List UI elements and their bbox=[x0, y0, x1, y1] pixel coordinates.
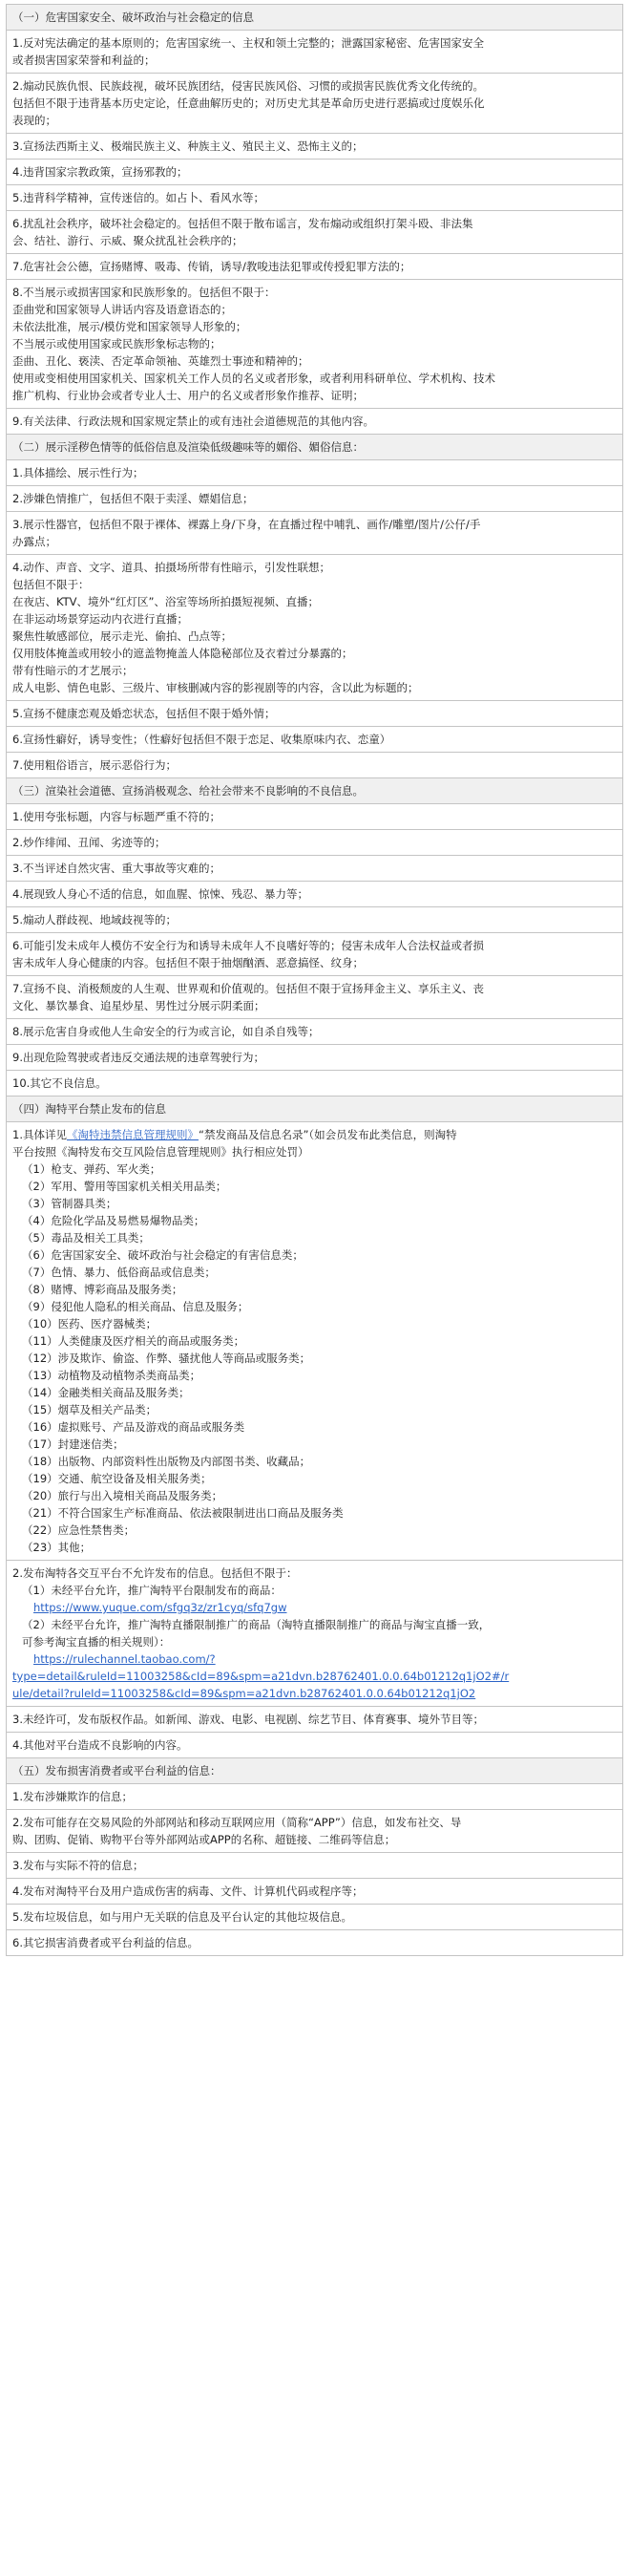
rule-item-text: 2.发布淘特各交互平台不允许发布的信息。包括但不限于： bbox=[12, 1566, 298, 1580]
rule-item-text: 包括但不限于违背基本历史定论，任意曲解历史的；对历史尤其是革命历史进行恶搞或过度娱乐化 bbox=[12, 96, 485, 110]
rule-item-text: 4.动作、声音、文字、道具、拍摄场所带有性暗示，引发性联想； bbox=[12, 561, 330, 574]
prohibited-category: （2）军用、警用等国家机关相关用品类； bbox=[22, 1180, 227, 1193]
rule-item-text: 2.炒作绯闻、丑闻、劣迹等的； bbox=[12, 836, 166, 849]
rule-item-text: 7.危害社会公德，宣扬赌博、吸毒、传销，诱导/教唆违法犯罪或传授犯罪方法的； bbox=[12, 260, 411, 273]
section-heading bbox=[7, 1757, 622, 1783]
rule-item-text: 8.不当展示或损害国家和民族形象的。包括但不限于： bbox=[12, 286, 276, 299]
rule-item-text: （2）未经平台允许，推广淘特直播限制推广的商品（淘特直播限制推广的商品与淘宝直播一致， bbox=[22, 1618, 491, 1631]
rule-item-text: 4.其他对平台造成不良影响的内容。 bbox=[12, 1738, 188, 1752]
rule-item bbox=[7, 752, 622, 777]
rule-item bbox=[7, 932, 622, 975]
section-heading-text: （四）淘特平台禁止发布的信息 bbox=[12, 1102, 166, 1116]
rule-item-text: 2.煽动民族仇恨、民族歧视，破坏民族团结，侵害民族风俗、习惯的或损害民族优秀文化传统的。 bbox=[12, 79, 484, 93]
rule-item-text: 6.宣扬性癖好，诱导变性；（性癖好包括但不限于恋足、收集原味内衣、恋童） bbox=[12, 733, 391, 746]
section-heading bbox=[7, 1096, 622, 1121]
rule-item bbox=[7, 253, 622, 279]
rule-item bbox=[7, 408, 622, 434]
rule-item bbox=[7, 511, 622, 554]
section-heading-text: （一）危害国家安全、破坏政治与社会稳定的信息 bbox=[12, 11, 254, 24]
prohibited-category: （5）毒品及相关工具类； bbox=[22, 1231, 150, 1245]
rule-item-text: 仅用肢体掩盖或用较小的遮盖物掩盖人体隐秘部位及衣着过分暴露的； bbox=[12, 647, 353, 660]
rule-item bbox=[7, 159, 622, 184]
prohibited-category: （10）医药、医疗器械类； bbox=[22, 1317, 157, 1331]
rule-item-rest: “禁发商品及信息名录”（如会员发布此类信息，则淘特 bbox=[198, 1128, 457, 1141]
prohibited-category: （23）其他； bbox=[22, 1541, 92, 1554]
rule-item bbox=[7, 73, 622, 133]
prohibited-category: （17）封建迷信类； bbox=[22, 1437, 124, 1451]
rule-item-text: 3.展示性器官，包括但不限于裸体、裸露上身/下身，在直播过程中哺乳、画作/雕塑/图片/公仔/手 bbox=[12, 518, 481, 531]
rule-item bbox=[7, 881, 622, 906]
rule-item-text: 1.使用夸张标题，内容与标题严重不符的； bbox=[12, 810, 220, 823]
rule-item-prefix: 1.具体详见 bbox=[12, 1128, 67, 1141]
rule-item-text: 9.出现危险驾驶或者违反交通法规的违章驾驶行为； bbox=[12, 1051, 264, 1064]
rule-item-text bbox=[12, 1126, 617, 1143]
rule-item bbox=[7, 803, 622, 829]
rule-item-text: 或者损害国家荣誉和利益的； bbox=[12, 53, 156, 67]
rule-item-text: 聚焦性敏感部位，展示走光、偷拍、凸点等； bbox=[12, 629, 232, 643]
rules-link[interactable]: 《淘特违禁信息管理规则》 bbox=[66, 1128, 199, 1141]
rule-item bbox=[7, 30, 622, 73]
rule-item bbox=[7, 1044, 622, 1070]
rule-item-text: 6.扰乱社会秩序，破坏社会稳定的。包括但不限于散布谣言，发布煽动或组织打架斗殴、非法集 bbox=[12, 217, 473, 230]
prohibited-category: （22）应急性禁售类； bbox=[22, 1523, 136, 1537]
rule-item bbox=[7, 459, 622, 485]
rule-item-text: 6.可能引发未成年人模仿不安全行为和诱导未成年人不良嗜好等的；侵害未成年人合法权益或者损 bbox=[12, 939, 484, 952]
rule-item-text: 办露点； bbox=[12, 535, 56, 548]
rule-item-text: 5.宣扬不健康恋观及婚恋状态，包括但不限于婚外情； bbox=[12, 707, 276, 720]
rule-item bbox=[7, 133, 622, 159]
rule-item bbox=[7, 700, 622, 726]
rulechannel-link[interactable]: type=detail&ruleId=11003258&cId=89&spm=a21dvn.b28762401.0.0.64b01212q1jO2#/r bbox=[12, 1670, 510, 1683]
rule-item-text: 带有性暗示的才艺展示； bbox=[12, 664, 134, 677]
rule-item-text: 4.违背国家宗教政策，宣扬邪教的； bbox=[12, 165, 188, 179]
rule-item bbox=[7, 1070, 622, 1096]
prohibited-category: （16）虚拟账号、产品及游戏的商品或服务类 bbox=[22, 1420, 245, 1434]
rule-item bbox=[7, 1852, 622, 1878]
rulechannel-link[interactable]: ule/detail?ruleId=11003258&cId=89&spm=a21dvn.b28762401.0.0.64b01212q1jO2 bbox=[12, 1687, 476, 1700]
prohibited-category: （14）金融类相关商品及服务类； bbox=[22, 1386, 190, 1399]
prohibited-category: （7）色情、暴力、低俗商品或信息类； bbox=[22, 1266, 216, 1279]
rule-item bbox=[7, 1904, 622, 1929]
rule-item bbox=[7, 829, 622, 855]
rule-item-text: 9.有关法律、行政法规和国家规定禁止的或有违社会道德规范的其他内容。 bbox=[12, 415, 374, 428]
prohibited-category: （1）枪支、弹药、军火类； bbox=[22, 1162, 161, 1176]
rule-item-text: 1.反对宪法确定的基本原则的；危害国家统一、主权和领土完整的；泄露国家秘密、危害国家安全 bbox=[12, 36, 484, 50]
rule-item bbox=[7, 855, 622, 881]
rule-item-text: 3.未经许可，发布版权作品。如新闻、游戏、电影、电视剧、综艺节目、体育赛事、境外节目等； bbox=[12, 1713, 484, 1726]
rule-item bbox=[7, 554, 622, 700]
rule-item-text: 成人电影、情色电影、三级片、审核删减内容的影视剧等的内容，含以此为标题的； bbox=[12, 681, 419, 694]
rule-item-text: 6.其它损害消费者或平台利益的信息。 bbox=[12, 1936, 199, 1949]
rule-item-text: 2.发布可能存在交易风险的外部网站和移动互联网应用（简称“APP”）信息，如发布社交、导 bbox=[12, 1816, 462, 1829]
prohibited-category: （11）人类健康及医疗相关的商品或服务类； bbox=[22, 1334, 245, 1348]
prohibited-category: （20）旅行与出入境相关商品及服务类； bbox=[22, 1489, 223, 1502]
rule-item-text: 未依法批准，展示/模仿党和国家领导人形象的； bbox=[12, 320, 247, 333]
rule-item-text: 歪曲党和国家领导人讲话内容及语意语态的； bbox=[12, 303, 232, 316]
rule-item-text: 歪曲、丑化、亵渎、否定革命领袖、英雄烈士事迹和精神的； bbox=[12, 354, 309, 368]
rule-item-text: 害未成年人身心健康的内容。包括但不限于抽烟酗酒、恶意搞怪、纹身； bbox=[12, 956, 364, 969]
prohibited-category: （19）交通、航空设备及相关服务类； bbox=[22, 1472, 212, 1485]
prohibited-category: （6）危害国家安全、破坏政治与社会稳定的有害信息类； bbox=[22, 1248, 304, 1262]
section-heading bbox=[7, 777, 622, 803]
rule-item-text: 4.发布对淘特平台及用户造成伤害的病毒、文件、计算机代码或程序等； bbox=[12, 1884, 364, 1898]
prohibited-category: （21）不符合国家生产标准商品、依法被限制进出口商品及服务类 bbox=[22, 1506, 344, 1520]
prohibited-category: （8）赌博、博彩商品及服务类； bbox=[22, 1283, 183, 1296]
rule-item-text: 7.宣扬不良、消极颓废的人生观、世界观和价值观的。包括但不限于宣扬拜金主义、享乐主义、丧 bbox=[12, 982, 484, 995]
rule-item-text: 8.展示危害自身或他人生命安全的行为或言论，如自杀自残等； bbox=[12, 1025, 320, 1038]
rule-item bbox=[7, 906, 622, 932]
rule-item-text: 3.发布与实际不符的信息； bbox=[12, 1859, 144, 1872]
rule-item-text: 平台按照《淘特发布交互风险信息管理规则》执行相应处罚） bbox=[12, 1145, 309, 1159]
prohibited-category: （3）管制器具类； bbox=[22, 1197, 117, 1210]
rule-item-text: （1）未经平台允许，推广淘特平台限制发布的商品： bbox=[22, 1584, 282, 1597]
rule-item-text: 1.具体描绘、展示性行为； bbox=[12, 466, 144, 479]
rule-item bbox=[7, 1018, 622, 1044]
rule-item-text: 4.展现致人身心不适的信息，如血腥、惊悚、残忍、暴力等； bbox=[12, 887, 308, 901]
rule-item-text: 2.涉嫌色情推广，包括但不限于卖淫、嫖娼信息； bbox=[12, 492, 254, 505]
rule-item-text: 在非运动场景穿运动内衣进行直播； bbox=[12, 612, 188, 626]
rule-item bbox=[7, 1809, 622, 1852]
section-heading-text: （三）渲染社会道德、宣扬消极观念、给社会带来不良影响的不良信息。 bbox=[12, 784, 364, 798]
rule-item-text: 5.发布垃圾信息，如与用户无关联的信息及平台认定的其他垃圾信息。 bbox=[12, 1910, 352, 1924]
yuque-link[interactable]: https://www.yuque.com/sfgq3z/zr1cyq/sfq7gw bbox=[33, 1601, 287, 1614]
prohibited-category: （12）涉及欺诈、偷盗、作弊、骚扰他人等商品或服务类； bbox=[22, 1352, 311, 1365]
prohibited-category: （9）侵犯他人隐私的相关商品、信息及服务； bbox=[22, 1300, 249, 1313]
rule-item-text: 7.使用粗俗语言，展示恶俗行为； bbox=[12, 758, 177, 772]
rule-item-text: 购、团购、促销、购物平台等外部网站或APP的名称、超链接、二维码等信息； bbox=[12, 1833, 396, 1846]
section-heading-text: （五）发布损害消费者或平台利益的信息： bbox=[12, 1764, 221, 1778]
rule-item-text: 1.发布涉嫌欺诈的信息； bbox=[12, 1790, 133, 1803]
rule-item-text: 10.其它不良信息。 bbox=[12, 1076, 107, 1090]
rule-item-text: 在夜店、KTV、境外“红灯区”、浴室等场所拍摄短视频、直播； bbox=[12, 595, 319, 608]
rule-item bbox=[7, 184, 622, 210]
rule-item bbox=[7, 1560, 622, 1706]
rule-item-text: 5.违背科学精神，宣传迷信的。如占卜、看风水等； bbox=[12, 191, 264, 204]
section-heading-text: （二）展示淫秽色情等的低俗信息及渲染低级趣味等的媚俗、媚俗信息： bbox=[12, 440, 364, 454]
rule-item bbox=[7, 1706, 622, 1732]
document-table bbox=[6, 4, 623, 1956]
prohibited-category: （13）动植物及动植物杀类商品类； bbox=[22, 1369, 201, 1382]
rule-item bbox=[7, 1121, 622, 1560]
rule-item-text: 包括但不限于： bbox=[12, 578, 90, 591]
rule-item-text: 5.煽动人群歧视、地域歧视等的； bbox=[12, 913, 177, 926]
section-heading bbox=[7, 434, 622, 459]
prohibited-category: （4）危险化学品及易燃易爆物品类； bbox=[22, 1214, 205, 1227]
rule-item bbox=[7, 1929, 622, 1955]
rule-item bbox=[7, 726, 622, 752]
rule-item-text: 3.不当评述自然灾害、重大事故等灾难的； bbox=[12, 862, 220, 875]
rulechannel-link[interactable]: https://rulechannel.taobao.com/? bbox=[33, 1652, 216, 1666]
prohibited-category: （18）出版物、内部资料性出版物及内部图书类、收藏品； bbox=[22, 1455, 311, 1468]
rule-item-text: 表现的； bbox=[12, 114, 56, 127]
rule-item bbox=[7, 1783, 622, 1809]
rule-item-text: 会、结社、游行、示威、聚众扰乱社会秩序的； bbox=[12, 234, 243, 247]
rule-item bbox=[7, 975, 622, 1018]
rule-item bbox=[7, 1878, 622, 1904]
rule-item bbox=[7, 1732, 622, 1757]
rule-item-text: 使用或变相使用国家机关、国家机关工作人员的名义或者形象，或者利用科研单位、学术机构、技术 bbox=[12, 372, 495, 385]
prohibited-category: （15）烟草及相关产品类； bbox=[22, 1403, 157, 1416]
rule-item-text: 推广机构、行业协会或者专业人士、用户的名义或者形象作推荐、证明； bbox=[12, 389, 364, 402]
rule-item-text: 可参考淘宝直播的相关规则）： bbox=[22, 1635, 171, 1649]
rule-item bbox=[7, 485, 622, 511]
section-heading bbox=[7, 5, 622, 30]
rule-item bbox=[7, 279, 622, 408]
rule-item-text: 3.宣扬法西斯主义、极端民族主义、种族主义、殖民主义、恐怖主义的； bbox=[12, 139, 364, 153]
rule-item bbox=[7, 210, 622, 253]
rule-item-text: 文化、暴饮暴食、追星炒星、男性过分展示阴柔面； bbox=[12, 999, 265, 1012]
rule-item-text: 不当展示或使用国家或民族形象标志物的； bbox=[12, 337, 221, 351]
